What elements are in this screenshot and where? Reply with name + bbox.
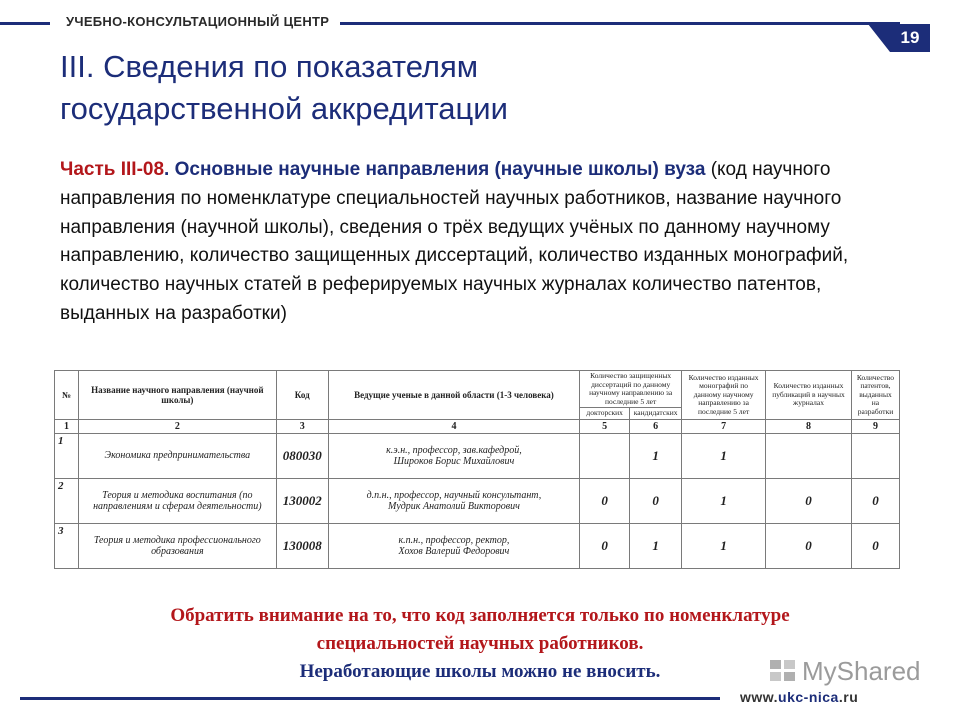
site-prefix: www.	[740, 689, 779, 705]
col-number: 3	[276, 419, 328, 433]
article-count: 0	[766, 478, 852, 523]
header-rule-left	[0, 22, 50, 25]
table-row	[55, 433, 900, 478]
col-number: 7	[682, 419, 766, 433]
doctoral-count	[580, 433, 630, 478]
monograph-count: 1	[682, 523, 766, 568]
th-name: Название научного направления (научной школы)	[78, 371, 276, 420]
site-main: ukc-nica	[778, 689, 839, 705]
watermark-icon	[768, 658, 798, 684]
monograph-count: 1	[682, 478, 766, 523]
scientist-role: к.э.н., профессор, зав.кафедрой,	[386, 444, 522, 456]
note-line-3: Неработающие школы можно не вносить.	[299, 661, 661, 682]
th-articles: Количество изданных публикаций в научных журналах	[766, 371, 852, 420]
candidate-count: 1	[630, 433, 682, 478]
school-code: 130002	[276, 478, 328, 523]
th-scientists: Ведущие ученые в данной области (1-3 человека)	[328, 371, 580, 420]
scientist-name: Широков Борис Михайлович	[393, 455, 515, 467]
th-patents: Количество патентов, выданных на разработки	[851, 371, 899, 420]
scientist-role: д.п.н., профессор, научный консультант,	[366, 489, 542, 501]
lead-scientist	[328, 523, 580, 568]
site-url[interactable]	[740, 689, 858, 705]
schools-table	[54, 370, 900, 569]
row-number: 3	[55, 523, 79, 568]
org-name: УЧЕБНО-КОНСУЛЬТАЦИОННЫЙ ЦЕНТР	[66, 14, 330, 29]
th-candidate: кандидатских	[630, 408, 682, 420]
scientist-name: Мудрик Анатолий Викторович	[388, 500, 520, 512]
candidate-count: 0	[630, 478, 682, 523]
slide-title	[60, 46, 840, 130]
table-row	[55, 478, 900, 523]
col-number: 4	[328, 419, 580, 433]
th-doctoral: докторских	[580, 408, 630, 420]
th-no: №	[55, 371, 79, 420]
part-number: Часть III-08	[60, 159, 165, 180]
monograph-count: 1	[682, 433, 766, 478]
col-number: 8	[766, 419, 852, 433]
article-count	[766, 433, 852, 478]
school-code: 130008	[276, 523, 328, 568]
page-badge-notch	[868, 24, 890, 52]
patent-count: 0	[851, 523, 899, 568]
column-number-row	[55, 419, 900, 433]
table-row	[55, 523, 900, 568]
th-monographs: Количество изданных монографий по данному научному направлению за последние 5 лет	[682, 371, 766, 420]
col-number: 2	[78, 419, 276, 433]
scientist-name: Хохов Валерий Федорович	[398, 545, 510, 557]
patent-count: 0	[851, 478, 899, 523]
title-line-2: государственной аккредитации	[60, 91, 508, 126]
col-number: 9	[851, 419, 899, 433]
school-code: 080030	[276, 433, 328, 478]
patent-count	[851, 433, 899, 478]
school-name: Экономика предпринимательства	[78, 433, 276, 478]
th-code: Код	[276, 371, 328, 420]
th-dissertations: Количество защищенных диссертаций по данному научному направлению за последние 5 лет	[580, 371, 682, 408]
header-rule-right	[340, 22, 900, 25]
lead-scientist	[328, 478, 580, 523]
row-number: 2	[55, 478, 79, 523]
part-description	[60, 156, 890, 329]
col-number: 1	[55, 419, 79, 433]
lead-scientist	[328, 433, 580, 478]
col-number: 5	[580, 419, 630, 433]
candidate-count: 1	[630, 523, 682, 568]
row-number: 1	[55, 433, 79, 478]
school-name: Теория и методика профессионального образования	[78, 523, 276, 568]
watermark: MyShared	[802, 656, 921, 686]
scientist-role: к.п.н., профессор, ректор,	[398, 534, 510, 546]
doctoral-count: 0	[580, 478, 630, 523]
article-count: 0	[766, 523, 852, 568]
part-sep: .	[164, 159, 175, 180]
footer-rule	[20, 697, 720, 700]
col-number: 6	[630, 419, 682, 433]
page-number: 19	[890, 24, 930, 52]
doctoral-count: 0	[580, 523, 630, 568]
note-line-2: специальностей научных работников.	[316, 633, 644, 654]
note-line-1: Обратить внимание на то, что код заполняется только по номенклатуре	[170, 605, 790, 626]
school-name: Теория и методика воспитания (по направлениям и сферам деятельности)	[78, 478, 276, 523]
part-body: (код научного направления по номенклатуре специальностей научных работников, название научного направления (научной школы), сведения о трёх ведущих учёных по данному научному направлению, количество защищенных диссертаций, количество изданных монографий, количество научных статей в реферируемых научных журналах количество патентов, выданных на разработки)	[60, 159, 849, 324]
part-heading: Основные научные направления (научные школы) вуза	[174, 159, 706, 180]
title-line-1: III. Сведения по показателям	[60, 49, 479, 84]
site-suffix: .ru	[838, 689, 859, 705]
